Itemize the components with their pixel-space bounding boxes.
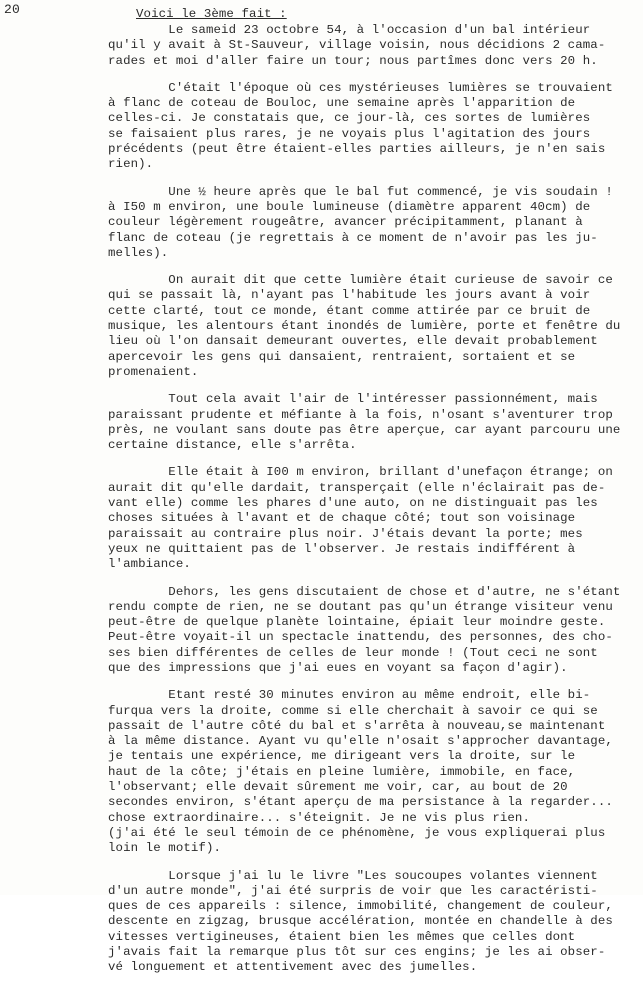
text-line: paraissait au contraire plus noir. J'étais devant la porte; mes xyxy=(108,526,583,541)
text-line: rien). xyxy=(108,157,154,172)
text-line: précédents (peut être étaient-elles parties ailleurs, je n'en sais xyxy=(108,142,606,157)
text-line: à la même distance. Ayant vu qu'elle n'osait s'approcher davantage, xyxy=(108,734,613,749)
text-line: Une ½ heure après que le bal fut commencé, je vis soudain ! xyxy=(108,184,613,199)
text-line: promenaient. xyxy=(108,364,199,379)
text-line: qu'il y avait à St-Sauveur, village voisin, nous décidions 2 cama- xyxy=(108,38,606,53)
text-line: Lorsque j'ai lu le livre "Les soucoupes volantes viennent xyxy=(108,868,598,883)
text-line: apercevoir les gens qui dansaient, rentraient, sortaient et se xyxy=(108,349,576,364)
text-line: que des impressions que j'ai eues en voyant sa façon d'agir). xyxy=(108,660,568,675)
paragraph xyxy=(108,185,638,261)
text-line: musique, les alentours étant inondés de lumière, porte et fenêtre du xyxy=(108,319,621,334)
text-line: à flanc de coteau de Bouloc, une semaine après l'apparition de xyxy=(108,96,576,111)
text-line: à I50 m environ, une boule lumineuse (diamètre apparent 40cm) de xyxy=(108,199,591,214)
paragraph xyxy=(108,585,638,677)
text-line: Tout cela avait l'air de l'intéresser passionnément, mais xyxy=(108,392,598,407)
section-heading: Voici le 3ème fait : xyxy=(136,7,287,21)
text-line: secondes environ, s'étant aperçu de ma persistance à la regarder... xyxy=(108,795,613,810)
text-line: je tentais une expérience, me dirigeant vers la droite, sur le xyxy=(108,749,576,764)
text-line: Le sameid 23 octobre 54, à l'occasion d'un bal intérieur xyxy=(108,23,591,37)
text-line: flanc de coteau (je regrettais à ce moment de n'avoir pas les ju- xyxy=(108,230,598,245)
text-line: rendu compte de rien, ne se doutant pas qu'un étrange visiteur venu xyxy=(108,599,613,614)
text-line: haut de la côte; j'étais en pleine lumière, immobile, en face, xyxy=(108,764,576,779)
text-line: On aurait dit que cette lumière était curieuse de savoir ce xyxy=(108,273,613,288)
text-line: cette clarté, tout ce monde, étant comme attirée par ce bruit de xyxy=(108,303,591,318)
text-line: C'était l'époque où ces mystérieuses lumières se trouvaient xyxy=(108,80,613,95)
paragraph-list xyxy=(108,23,638,976)
text-line: couleur légèrement rougeâtre, avancer précipitamment, planant à xyxy=(108,215,583,230)
text-line: se faisaient plus rares, je ne voyais plus l'agitation des jours xyxy=(108,126,591,141)
text-line: Elle était à I00 m environ, brillant d'unefaçon étrange; on xyxy=(108,465,613,480)
text-line: certaine distance, elle s'arrêta. xyxy=(108,438,357,453)
paragraph xyxy=(108,273,638,380)
text-line: près, ne voulant sans doute pas être aperçue, car ayant parcouru une xyxy=(108,422,621,437)
text-line: descente en zigzag, brusque accélération, montée en chandelle à des xyxy=(108,914,613,929)
text-line: Etant resté 30 minutes environ au même endroit, elle bi- xyxy=(108,688,591,703)
text-line: ses bien différentes de celles de leur monde ! (Tout ceci ne sont xyxy=(108,645,598,660)
text-line: loin le motif). xyxy=(108,841,222,856)
text-line: yeux ne quittaient pas de l'observer. Je restais indifférent à xyxy=(108,541,576,556)
text-line: celles-ci. Je constatais que, ce jour-là, ces sortes de lumières xyxy=(108,111,591,126)
text-line: aurait dit qu'elle dardait, transperçait (elle n'éclairait pas de- xyxy=(108,480,606,495)
text-line: paraissant prudente et méfiante à la fois, n'osant s'aventurer trop xyxy=(108,407,613,422)
text-line: vitesses vertigineuses, étaient bien les mêmes que celles dont xyxy=(108,929,576,944)
text-line: ques de ces appareils : silence, immobilité, changement de couleur, xyxy=(108,899,613,914)
text-line: l'observant; elle devait sûrement me voir, car, au bout de 20 xyxy=(108,780,568,795)
paragraph xyxy=(108,465,638,572)
paragraph xyxy=(108,23,638,69)
text-line: passait de l'autre côté du bal et s'arrêta à nouveau,se maintenant xyxy=(108,718,606,733)
text-line: Peut-être voyait-il un spectacle inattendu, des personnes, des cho- xyxy=(108,630,613,645)
text-line: chose extraordinaire... s'éteignit. Je ne vis plus rien. xyxy=(108,810,530,825)
paragraph xyxy=(108,688,638,856)
paragraph xyxy=(108,392,638,453)
text-line: lieu où l'on dansait demeurant ouvertes, elle devait probablement xyxy=(108,334,598,349)
text-line: l'ambiance. xyxy=(108,557,191,572)
text-line: Dehors, les gens discutaient de chose et d'autre, ne s'étant xyxy=(108,584,621,599)
paragraph xyxy=(108,81,638,173)
text-line: rades et moi d'aller faire un tour; nous partîmes donc vers 20 h. xyxy=(108,53,598,68)
text-line: peut-être de quelque planète lointaine, épiait leur moindre geste. xyxy=(108,615,606,630)
text-line: melles). xyxy=(108,245,169,260)
text-line: d'un autre monde", j'ai été surpris de voir que les caractéristi- xyxy=(108,883,598,898)
text-line: choses situées à l'avant et de chaque côté; tout son voisinage xyxy=(108,511,576,526)
text-line: qui se passait là, n'ayant pas l'habitude les jours avant à voir xyxy=(108,288,591,303)
text-line: j'avais fait la remarque plus tôt sur ces engins; je les ai obser- xyxy=(108,945,606,960)
page-number: 20 xyxy=(4,2,21,17)
text-line: (j'ai été le seul témoin de ce phénomène, je vous expliquerai plus xyxy=(108,825,606,840)
text-line: furqua vers la droite, comme si elle cherchait à savoir ce qui se xyxy=(108,703,598,718)
paragraph xyxy=(108,869,638,976)
text-line: vé longuement et attentivement avec des jumelles. xyxy=(108,960,478,975)
document-body xyxy=(108,6,638,988)
text-line: vant elle) comme les phares d'une auto, on ne distinguait pas les xyxy=(108,496,598,511)
